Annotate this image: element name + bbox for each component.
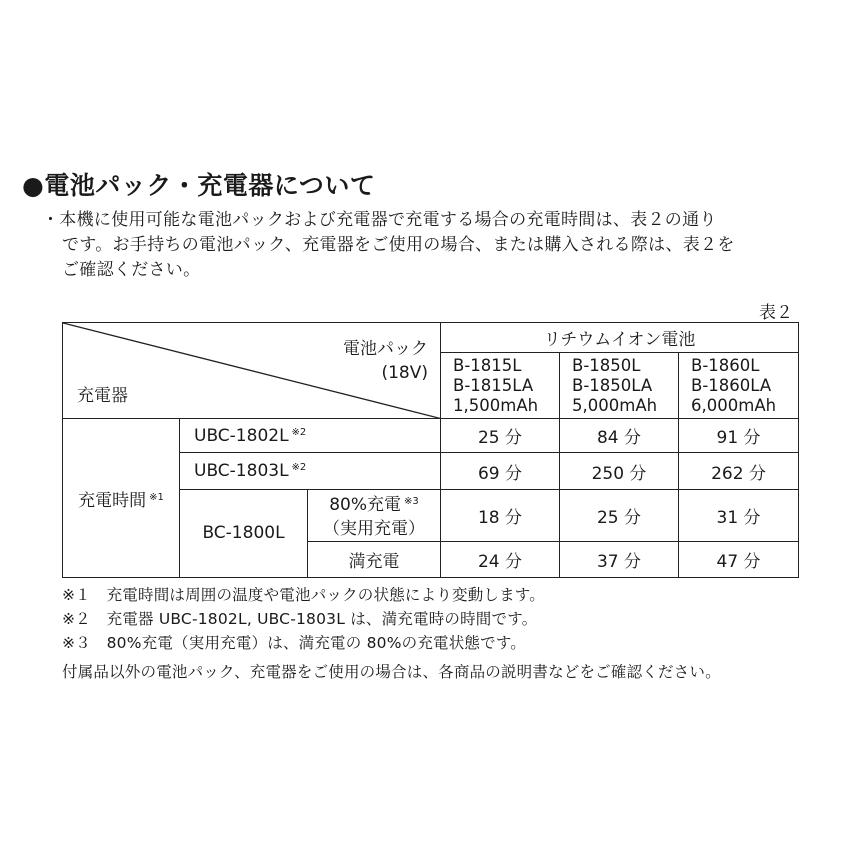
- model-header-3: B-1860L B-1860LA 6,000mAh: [679, 353, 799, 419]
- diagonal-header-cell: [63, 323, 441, 419]
- pack-voltage: (18V): [381, 363, 429, 383]
- table-cell: 69 分: [441, 453, 560, 489]
- table-cell: 18 分: [441, 489, 560, 541]
- table-cell: 24 分: [441, 541, 560, 577]
- note-3: ※３ 80%充電（実用充電）は、満充電の 80%の充電状態です。: [62, 634, 526, 652]
- charger-bc-1800l: BC-1800L: [180, 489, 308, 577]
- mode-80-percent: 80%充電 $^{※3}$ （実用充電）: [308, 489, 441, 541]
- battery-group-header: リチウムイオン電池: [441, 323, 799, 353]
- table-cell: 25 分: [441, 419, 560, 453]
- table-cell: 84 分: [560, 419, 679, 453]
- charger-ubc-1802l: UBC-1802L $^{※2}$: [180, 419, 441, 453]
- mode-full-charge: 満充電: [308, 541, 441, 577]
- section-title: ●電池パック・充電器について: [22, 171, 376, 200]
- table-cell: 91 分: [679, 419, 799, 453]
- pack-label: 電池パック: [343, 339, 429, 359]
- table-cell: 262 分: [679, 453, 799, 489]
- intro-line-2: です。お手持ちの電池パック、充電器をご使用の場合、または購入される際は、表２を: [62, 235, 735, 255]
- charger-label: 充電器: [77, 386, 128, 407]
- footer-note: 付属品以外の電池パック、充電器をご使用の場合は、各商品の説明書などをご確認ください。: [62, 663, 721, 681]
- model-header-2: B-1850L B-1850LA 5,000mAh: [560, 353, 679, 419]
- model-header-1: B-1815L B-1815LA 1,500mAh: [441, 353, 560, 419]
- charge-time-table: [62, 322, 799, 578]
- table-cell: 250 分: [560, 453, 679, 489]
- table-label: 表２: [759, 303, 793, 323]
- intro-line-3: ご確認ください。: [62, 260, 201, 280]
- table-cell: 31 分: [679, 489, 799, 541]
- table-cell: 25 分: [560, 489, 679, 541]
- note-2: ※２ 充電器 UBC-1802L, UBC-1803L は、満充電時の時間です。: [62, 610, 538, 628]
- charger-ubc-1803l: UBC-1803L $^{※2}$: [180, 453, 441, 489]
- table-cell: 47 分: [679, 541, 799, 577]
- table-cell: 37 分: [560, 541, 679, 577]
- note-1: ※１ 充電時間は周囲の温度や電池パックの状態により変動します。: [62, 586, 545, 604]
- table-row: [63, 419, 799, 453]
- intro-line-1: ・本機に使用可能な電池パックおよび充電器で充電する場合の充電時間は、表２の通り: [42, 210, 717, 230]
- row-header-charge-time: 充電時間 $^{※1}$: [63, 419, 180, 578]
